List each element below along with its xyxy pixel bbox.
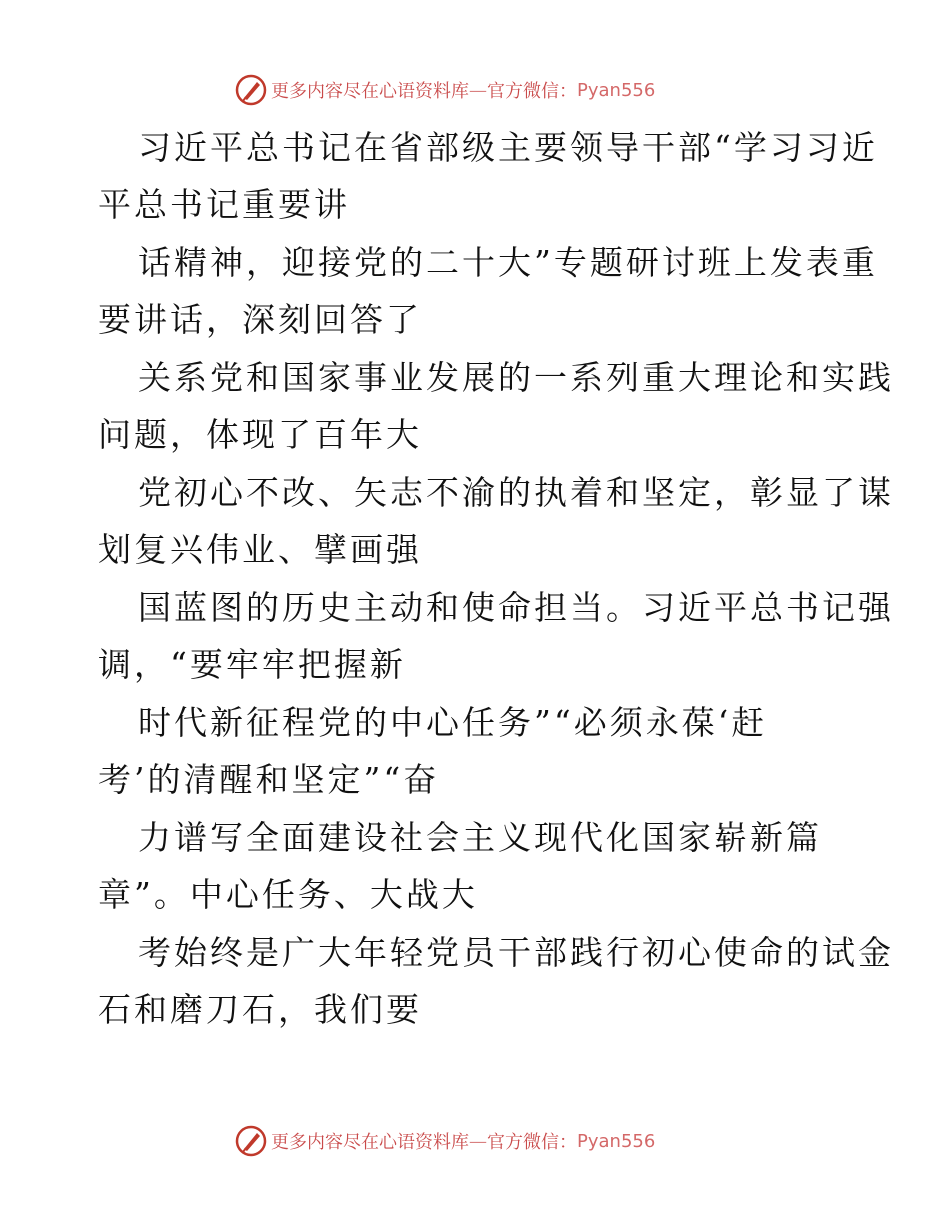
text-line: 时代新征程党的中心任务”“必须永葆‘赶 [138,703,768,742]
quill-logo-icon [235,1125,267,1157]
text-line: 调，“要牢牢把握新 [98,645,406,684]
text-line: 话精神，迎接党的二十大”专题研讨班上发表重 [138,243,878,282]
text-line: 考始终是广大年轻党员干部践行初心使命的试金 [138,933,894,972]
text-line: 问题，体现了百年大 [98,415,422,454]
text-line: 平总书记重要讲 [98,185,350,224]
text-line: 石和磨刀石，我们要 [98,990,422,1029]
text-line: 要讲话，深刻回答了 [98,300,422,339]
text-line: 考’的清醒和坚定”“奋 [98,760,440,799]
text-line: 力谱写全面建设社会主义现代化国家崭新篇 [138,818,822,857]
quill-logo-icon [235,74,267,106]
text-line: 习近平总书记在省部级主要领导干部“学习习近 [138,128,878,167]
text-line: 划复兴伟业、擘画强 [98,530,422,569]
watermark-separator: — [469,79,487,101]
text-line: 党初心不改、矢志不渝的执着和坚定，彰显了谋 [138,473,894,512]
text-line: 关系党和国家事业发展的一系列重大理论和实践 [138,358,894,397]
header-watermark [235,73,715,107]
text-line: 国蓝图的历史主动和使命担当。习近平总书记强 [138,588,894,627]
watermark-brand: 更多内容尽在心语资料库 [271,1132,469,1153]
watermark-label: 官方微信： [487,1132,577,1153]
watermark-account: Pyan556 [577,79,656,101]
watermark-brand: 更多内容尽在心语资料库 [271,81,469,102]
text-line: 章”。中心任务、大战大 [98,875,478,914]
footer-watermark [235,1124,715,1158]
watermark-account: Pyan556 [577,1130,656,1152]
watermark-separator: — [469,1130,487,1152]
watermark-label: 官方微信： [487,81,577,102]
